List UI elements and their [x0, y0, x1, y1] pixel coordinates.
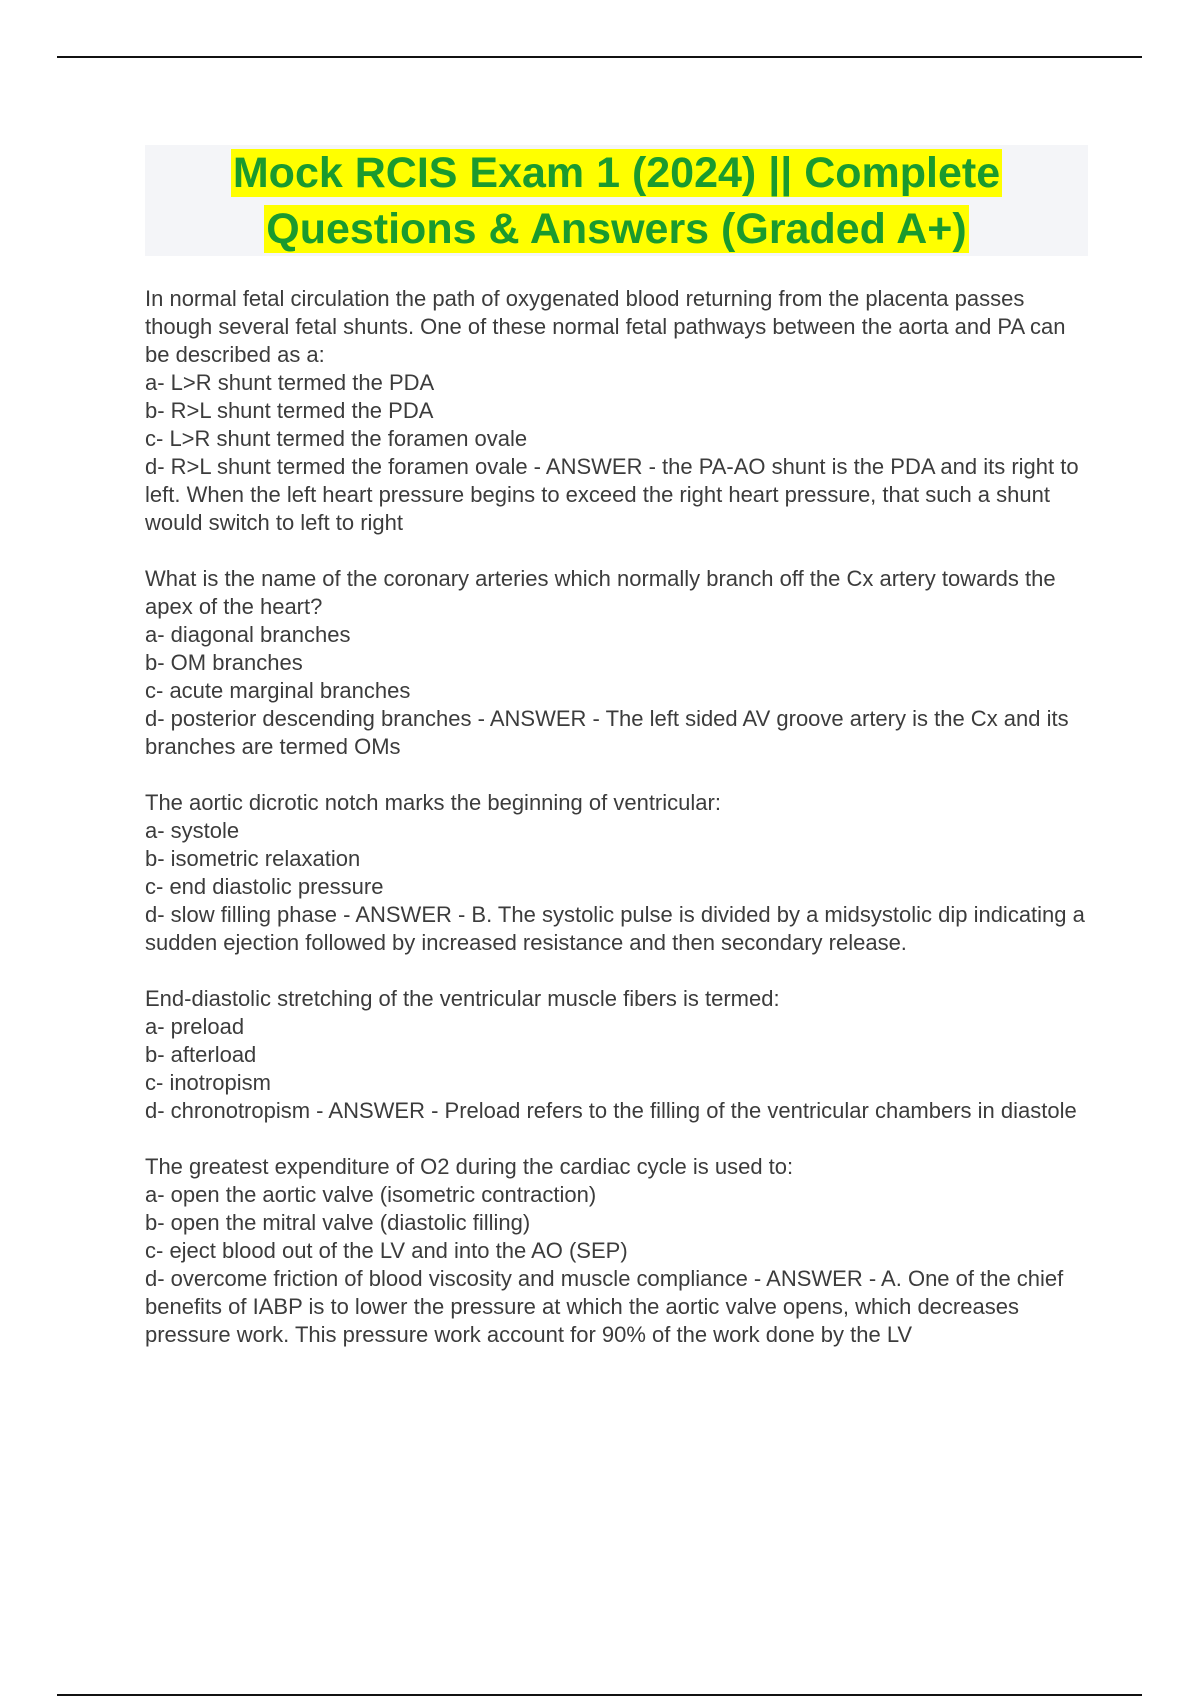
option-b: b- R>L shunt termed the PDA [145, 398, 434, 423]
option-a: a- preload [145, 1014, 245, 1039]
option-a: a- diagonal branches [145, 622, 351, 647]
question-item [145, 285, 1090, 537]
document-title [145, 145, 1088, 256]
question-item [145, 565, 1090, 761]
option-c: c- inotropism [145, 1070, 271, 1095]
option-b: b- OM branches [145, 650, 303, 675]
question-item [145, 1153, 1090, 1349]
question-text: What is the name of the coronary arteries which normally branch off the Cx artery towards the apex of the heart? [145, 566, 1056, 619]
top-rule [57, 56, 1142, 58]
option-a: a- systole [145, 818, 240, 843]
option-c: c- end diastolic pressure [145, 874, 384, 899]
option-b: b- afterload [145, 1042, 257, 1067]
option-c: c- eject blood out of the LV and into the AO (SEP) [145, 1238, 628, 1263]
question-item [145, 789, 1090, 957]
bottom-rule [57, 1694, 1142, 1696]
title-line-1: Mock RCIS Exam 1 (2024) || Complete [232, 149, 1001, 197]
question-text: The greatest expenditure of O2 during the cardiac cycle is used to: [145, 1154, 794, 1179]
question-item [145, 985, 1090, 1125]
option-d-answer: d- posterior descending branches - ANSWER - The left sided AV groove artery is the Cx and its branches are termed OMs [145, 706, 1069, 759]
option-c: c- acute marginal branches [145, 678, 411, 703]
question-text: In normal fetal circulation the path of oxygenated blood returning from the placenta passes though several fetal shunts. One of these normal fetal pathways between the aorta and PA can be described as a: [145, 286, 1066, 367]
option-b: b- open the mitral valve (diastolic filling) [145, 1210, 531, 1235]
option-a: a- open the aortic valve (isometric contraction) [145, 1182, 597, 1207]
option-a: a- L>R shunt termed the PDA [145, 370, 435, 395]
option-b: b- isometric relaxation [145, 846, 361, 871]
title-line-2: Questions & Answers (Graded A+) [266, 205, 967, 253]
questions-list [145, 285, 1090, 1377]
option-d-answer: d- chronotropism - ANSWER - Preload refers to the filling of the ventricular chambers in diastole [145, 1098, 1077, 1123]
option-d-answer: d- overcome friction of blood viscosity and muscle compliance - ANSWER - A. One of the chief benefits of IABP is to lower the pressure at which the aortic valve opens, which decreases pressure work. This pressure work account for 90% of the work done by the LV [145, 1266, 1064, 1347]
question-text: The aortic dicrotic notch marks the beginning of ventricular: [145, 790, 721, 815]
option-d-answer: d- slow filling phase - ANSWER - B. The systolic pulse is divided by a midsystolic dip indicating a sudden ejection followed by increased resistance and then secondary release. [145, 902, 1085, 955]
question-text: End-diastolic stretching of the ventricular muscle fibers is termed: [145, 986, 780, 1011]
option-d-answer: d- R>L shunt termed the foramen ovale - ANSWER - the PA-AO shunt is the PDA and its right to left. When the left heart pressure begins to exceed the right heart pressure, that such a shunt would switch to left to right [145, 454, 1079, 535]
option-c: c- L>R shunt termed the foramen ovale [145, 426, 528, 451]
